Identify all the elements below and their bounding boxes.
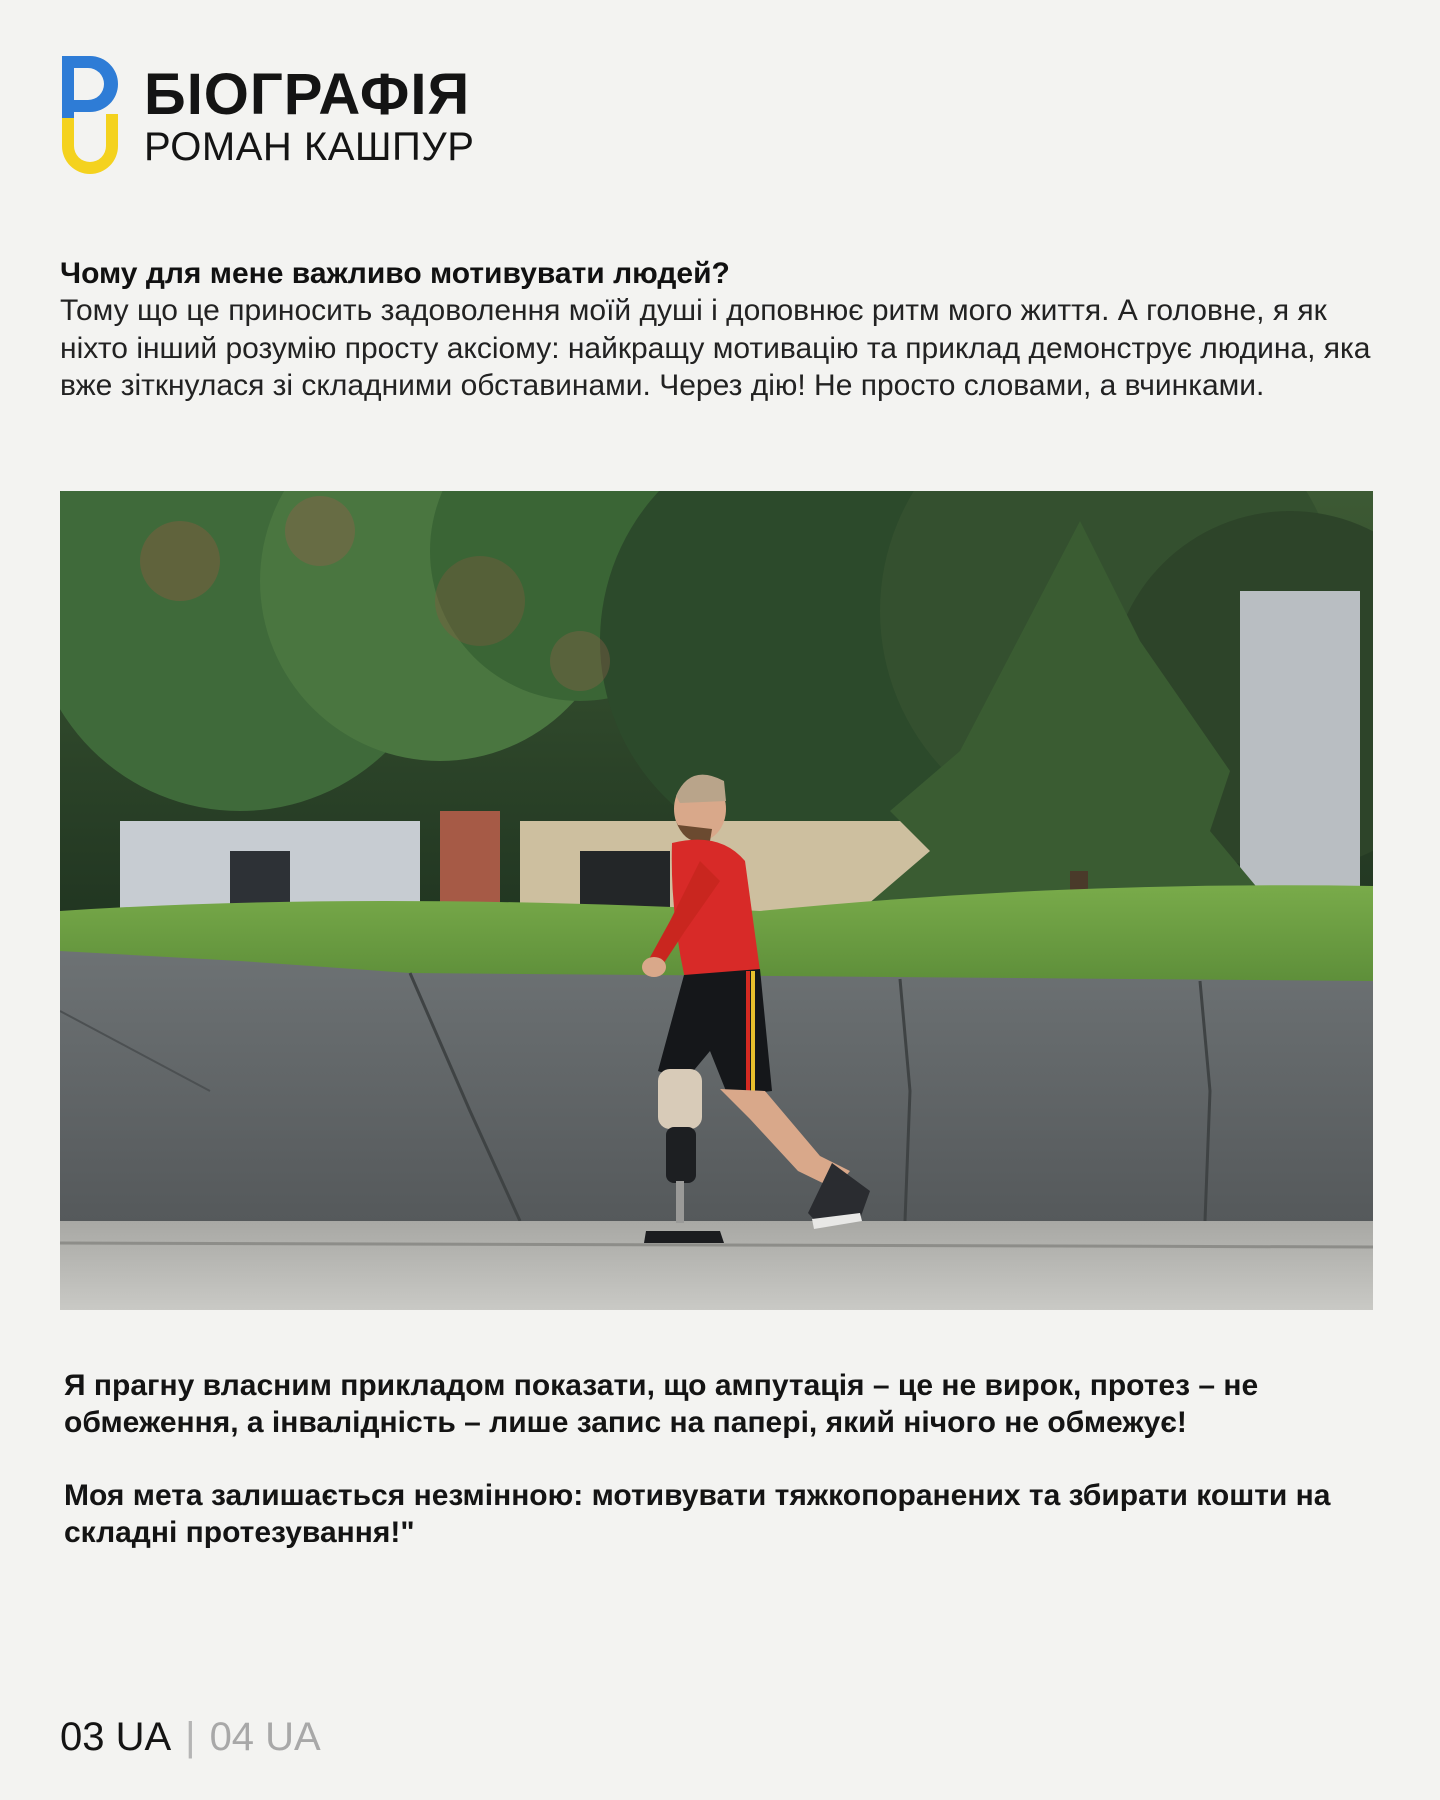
pu-logo: [60, 54, 120, 176]
page-next[interactable]: 04 UA: [209, 1715, 321, 1759]
quote-paragraph: Я прагну власним прикладом показати, що ампутація – це не вирок, протез – не обмеження, а інвалідність – лише запис на папері, який нічого не обмежує!: [64, 1369, 1259, 1439]
pagination: [60, 1715, 321, 1759]
quote-section: [64, 1367, 1384, 1587]
intro-question: Чому для мене важливо мотивувати людей?: [60, 257, 730, 290]
header: [60, 54, 474, 176]
page-title: БІОГРАФІЯ: [144, 62, 471, 127]
intro-answer: Тому що це приносить задоволення моїй душі і доповнює ритм мого життя. А головне, я як ніхто інший розумію просту аксіому: найкращу мотивацію та приклад демонструє людина, яка вже зіткнулася зі складними обставинами. Через дію! Не просто словами, а вчинками.: [60, 294, 1371, 402]
quote-paragraph: Моя мета залишається незмінною: мотивувати тяжкопоранених та збирати кошти на складні протезування!": [64, 1479, 1331, 1549]
page-current: 03 UA: [60, 1715, 172, 1759]
title-block: [144, 54, 474, 168]
page-separator: |: [185, 1715, 196, 1759]
page-subtitle: РОМАН КАШПУР: [144, 125, 475, 169]
runner-photo: [60, 491, 1373, 1310]
intro-section: [60, 255, 1390, 405]
